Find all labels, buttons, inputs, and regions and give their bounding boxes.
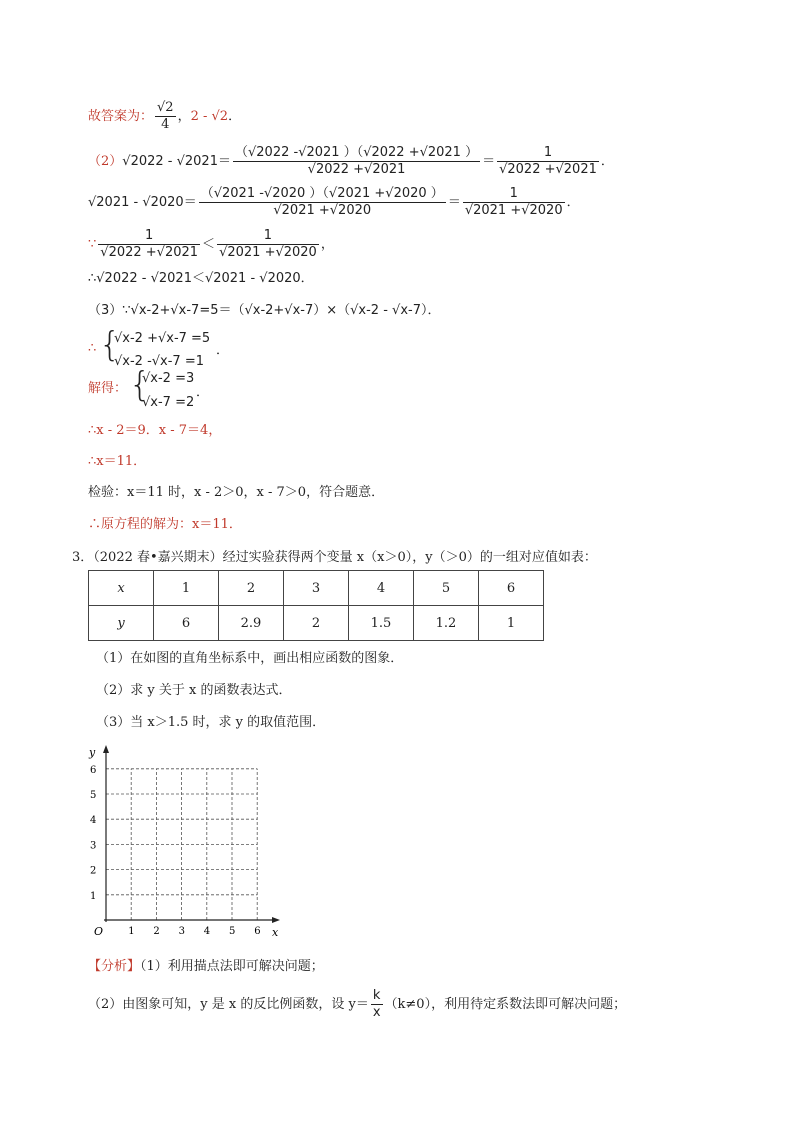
x-tick-label: 4 [203,926,211,937]
answer-second: 2 - √2 [190,109,229,124]
analysis-tag: 【分析】 [88,959,141,974]
table-cell: 2 [284,606,349,641]
table-cell: 2 [219,571,284,606]
x-tick-label: 2 [153,926,160,937]
analysis-line1: 【分析】（1）利用描点法即可解决问题； [88,959,324,974]
solve-label: 解得： [88,381,128,396]
value-table [88,570,544,641]
part3-check: 检验：x＝11 时，x - 2＞0，x - 7＞0，符合题意． [88,485,385,500]
x-axis-arrow [272,917,280,923]
y-tick-label: 6 [90,764,97,776]
y-tick-label: 2 [90,865,97,877]
y-tick-label: 1 [90,890,97,902]
table-cell: 3 [284,571,349,606]
subquestion-3: （3）当 x＞1.5 时，求 y 的取值范围． [96,715,326,730]
part2-compare: ∵ $\frac{1}{√2022 +√2021}$ ＜ $\frac{1}{√2021 +√2020}$ ， [88,228,334,260]
origin-label: O [94,925,104,938]
table-cell: 2.9 [219,606,284,641]
y-tick-label: 3 [90,840,97,852]
part3-x-result: ∴x＝11． [88,454,147,469]
part2-therefore: ∴√2022 - √2021＜√2021 - √2020． [88,271,314,286]
x-tick-label: 5 [229,926,236,937]
analysis-line2: （2）由图象可知，y 是 x 的反比例函数，设 y＝ $\frac{k}{x}$ （k≠0），利用待定系数法即可解决问题； [88,988,627,1020]
table-cell: 1.5 [349,606,414,641]
table-cell: 4 [349,571,414,606]
x-tick-label: 6 [254,926,261,937]
question3-stem: 3．（2022 春•嘉兴期末）经过实验获得两个变量 x（x＞0），y（＞0）的一组对应值如表： [72,550,597,565]
y-tick-label: 5 [90,790,97,801]
system1-eq2: √x-2 -√x-7 =1 [114,354,204,369]
table-cell: 1 [479,606,544,641]
coordinate-grid [86,742,296,942]
table-cell: x [89,571,154,606]
answer-line: 故答案为： $\frac{√2}{4}$ ，2 - √2． [88,100,242,132]
system1-eq1: √x-2 +√x-7 =5 [114,331,211,346]
table-row [89,606,544,641]
subquestion-1: （1）在如图的直角坐标系中，画出相应函数的图象． [96,651,404,666]
part3-conclusion: ∴原方程的解为：x＝11． [88,517,242,532]
table-cell: 1.2 [414,606,479,641]
x-tick-label: 1 [128,926,135,937]
part3-x-values: ∴x - 2＝9．x - 7＝4， [88,423,222,438]
x-tick-label: 3 [178,926,185,937]
system2-brace: { [129,365,151,405]
part2-line2: √2021 - √2020＝ $\frac{(√2021 -√2020 )(√2021 +√2020 )}{√2021 +√2020}$ ＝ $\frac{1}{√2021 +√2020}$ ． [88,186,580,218]
table-cell: 6 [479,571,544,606]
system2-eq2: √x-7 =2 [142,395,195,410]
y-axis-arrow [103,745,109,753]
answer-fraction: $\frac{√2}{4}$ [157,100,174,132]
table-cell: 1 [154,571,219,606]
subquestion-2: （2）求 y 关于 x 的函数表达式． [96,683,292,698]
system2-eq1: √x-2 =3 [142,371,195,386]
y-tick-label: 4 [90,815,97,827]
table-row [89,571,544,606]
table-cell: 5 [414,571,479,606]
y-axis-label: y [89,746,96,759]
table-cell: y [89,606,154,641]
x-axis-label: x [272,926,279,939]
system1-brace: { [99,325,121,365]
answer-prefix: 故答案为： [88,109,154,124]
document-page: 故答案为： $\frac{√2}{4}$ ，2 - √2． （2）√2022 - √2021＝ $\frac{(√2022 -√2021 )(√2022 +√2021 )}{√2022 +√2021}$ ＝ $\frac{1}{√2022 +√2021}$ ． √2021 - √2020＝ $\frac{(√2021 -√2020 )(√2021 +√2020 )}{√2021 +√2020}$ ＝ $\frac{1}{√2021 +√2020}$ ． ∵ $\frac{1}{√2022 +√2021}$ ＜ $\frac{1}{√2021 +√2020}$ ， ∴√2022 - √2021＜√2021 - √2020． （3）∵√x-2+√x-7=5＝（√x-2+√x-7）×（√x-2 - √x-7）． ∴ { √x-2 +√x-7 =5 √x-2 -√x-7 =1 ． 解得： { √x-2 =3 √x-7 =2 ． ∴x - 2＝9．x - 7＝4， ∴x＝11． 检验：x＝11 时，x - 2＞0，x - 7＞0，符合题意． ∴原方程的解为：x＝11． 3．（2022 春•嘉兴期末）经过实验获得两个变量 x（x＞0），y（＞0）的一组对应值如表： x 1 2 3 4 5 6 y 6 2.9 2 1.5 1.2 1 （1）在如图的直角坐标系中，画出相应函数的图象． （2）求 y 关于 x 的函数表达式． （3）当 x＞1.5 时，求 y 的取值范围． y x O 1 2 3 4 5 6 1 2 3 4 5 6 【分析】（1）利用描点法即可解决问题； （2）由图象可知，y 是 x 的反比例函数，设 y＝ $\frac{k}{x}$ （k≠0），利用待定系数法即可解决问题； [72,100,627,1020]
part2-line1: （2）√2022 - √2021＝ $\frac{(√2022 -√2021 )(√2022 +√2021 )}{√2022 +√2021}$ ＝ $\frac{1}{√2022 +√2021}$ ． [88,145,614,177]
part3-line1: （3）∵√x-2+√x-7=5＝（√x-2+√x-7）×（√x-2 - √x-7）． [88,303,441,318]
part3-therefore-mark: ∴ [88,341,97,356]
table-cell: 6 [154,606,219,641]
